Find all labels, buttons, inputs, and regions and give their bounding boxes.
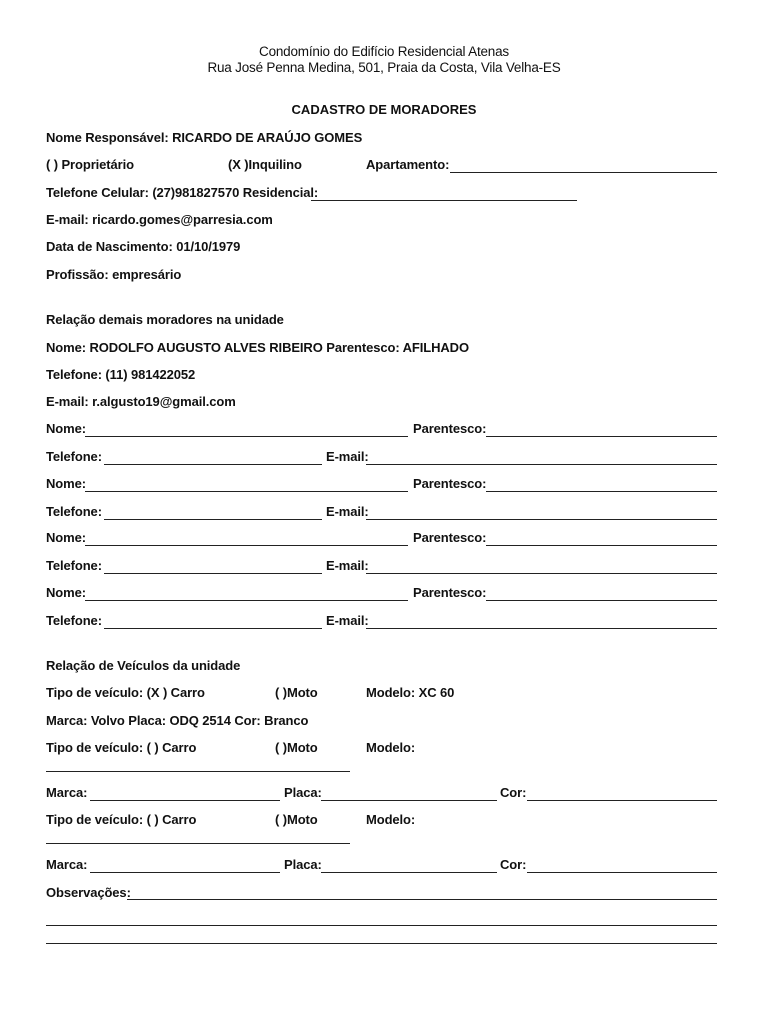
tenant-option: (X )Inquilino: [228, 157, 302, 172]
resident-2-email-field[interactable]: [366, 464, 717, 465]
birth-date: Data de Nascimento: 01/10/1979: [46, 239, 241, 254]
residents-heading: Relação demais moradores na unidade: [46, 312, 284, 327]
resident-2-email-label: E-mail:: [326, 449, 369, 464]
vehicle-2-plate-label: Placa:: [284, 785, 322, 800]
resident-4-phone-label: Telefone:: [46, 558, 102, 573]
resident-5-kinship-label: Parentesco:: [413, 585, 487, 600]
apartment-label: Apartamento:: [366, 157, 450, 172]
vehicle-1-moto: ( )Moto: [275, 685, 318, 700]
resident-2-phone-field[interactable]: [104, 464, 322, 465]
resident-2-name-field[interactable]: [85, 436, 408, 437]
vehicle-3-color-label: Cor:: [500, 857, 527, 872]
profession: Profissão: empresário: [46, 267, 182, 282]
vehicle-3-model-field[interactable]: [46, 843, 350, 844]
vehicle-2-type: Tipo de veículo: ( ) Carro: [46, 740, 197, 755]
condominium-name: Condomínio do Edifício Residencial Atenas: [259, 44, 509, 59]
resident-3-phone-field[interactable]: [104, 519, 322, 520]
vehicle-3-brand-label: Marca:: [46, 857, 88, 872]
resident-1-name: Nome: RODOLFO AUGUSTO ALVES RIBEIRO Parentesco: AFILHADO: [46, 340, 469, 355]
vehicle-3-color-field[interactable]: [527, 872, 717, 873]
vehicle-2-model-label: Modelo:: [366, 740, 416, 755]
resident-1-email: E-mail: r.algusto19@gmail.com: [46, 394, 236, 409]
vehicle-3-plate-label: Placa:: [284, 857, 322, 872]
responsible-email: E-mail: ricardo.gomes@parresia.com: [46, 212, 273, 227]
vehicle-3-type: Tipo de veículo: ( ) Carro: [46, 812, 197, 827]
observations-field-2[interactable]: [46, 925, 717, 926]
resident-5-email-field[interactable]: [366, 628, 717, 629]
resident-2-phone-label: Telefone:: [46, 449, 102, 464]
resident-5-phone-label: Telefone:: [46, 613, 102, 628]
vehicle-3-plate-field[interactable]: [321, 872, 497, 873]
resident-2-name-label: Nome:: [46, 421, 86, 436]
resident-4-name-label: Nome:: [46, 530, 86, 545]
resident-3-kinship-field[interactable]: [486, 491, 717, 492]
resident-3-email-field[interactable]: [366, 519, 717, 520]
resident-4-email-label: E-mail:: [326, 558, 369, 573]
resident-2-kinship-label: Parentesco:: [413, 421, 487, 436]
vehicle-1-type: Tipo de veículo: (X ) Carro: [46, 685, 205, 700]
resident-3-kinship-label: Parentesco:: [413, 476, 487, 491]
vehicle-2-model-field[interactable]: [46, 771, 350, 772]
vehicle-1-model: Modelo: XC 60: [366, 685, 455, 700]
vehicle-3-moto: ( )Moto: [275, 812, 318, 827]
resident-4-kinship-field[interactable]: [486, 545, 717, 546]
vehicle-3-brand-field[interactable]: [90, 872, 280, 873]
vehicle-2-color-field[interactable]: [527, 800, 717, 801]
responsible-name: Nome Responsável: RICARDO DE ARAÚJO GOMES: [46, 130, 363, 145]
vehicle-2-moto: ( )Moto: [275, 740, 318, 755]
resident-4-phone-field[interactable]: [104, 573, 322, 574]
apartment-field[interactable]: [450, 172, 717, 173]
resident-4-kinship-label: Parentesco:: [413, 530, 487, 545]
phone-line: Telefone Celular: (27)981827570 Residencial:: [46, 185, 319, 200]
resident-2-kinship-field[interactable]: [486, 436, 717, 437]
resident-3-phone-label: Telefone:: [46, 504, 102, 519]
vehicle-3-model-label: Modelo:: [366, 812, 416, 827]
resident-3-name-label: Nome:: [46, 476, 86, 491]
resident-4-name-field[interactable]: [85, 545, 408, 546]
observations-field-3[interactable]: [46, 943, 717, 944]
vehicle-2-brand-label: Marca:: [46, 785, 88, 800]
form-title: CADASTRO DE MORADORES: [291, 102, 477, 117]
vehicle-1-details: Marca: Volvo Placa: ODQ 2514 Cor: Branco: [46, 713, 309, 728]
resident-3-email-label: E-mail:: [326, 504, 369, 519]
vehicles-heading: Relação de Veículos da unidade: [46, 658, 241, 673]
resident-3-name-field[interactable]: [85, 491, 408, 492]
resident-5-name-field[interactable]: [85, 600, 408, 601]
observations-label: Observações:: [46, 885, 131, 900]
resident-5-name-label: Nome:: [46, 585, 86, 600]
condominium-address: Rua José Penna Medina, 501, Praia da Costa, Vila Velha-ES: [207, 60, 561, 75]
vehicle-2-color-label: Cor:: [500, 785, 527, 800]
vehicle-2-brand-field[interactable]: [90, 800, 280, 801]
resident-4-email-field[interactable]: [366, 573, 717, 574]
resident-5-kinship-field[interactable]: [486, 600, 717, 601]
resident-5-email-label: E-mail:: [326, 613, 369, 628]
resident-5-phone-field[interactable]: [104, 628, 322, 629]
vehicle-2-plate-field[interactable]: [321, 800, 497, 801]
observations-field-1[interactable]: [127, 899, 717, 900]
residential-phone-field[interactable]: [311, 200, 577, 201]
owner-option: ( ) Proprietário: [46, 157, 134, 172]
resident-1-phone: Telefone: (11) 981422052: [46, 367, 196, 382]
